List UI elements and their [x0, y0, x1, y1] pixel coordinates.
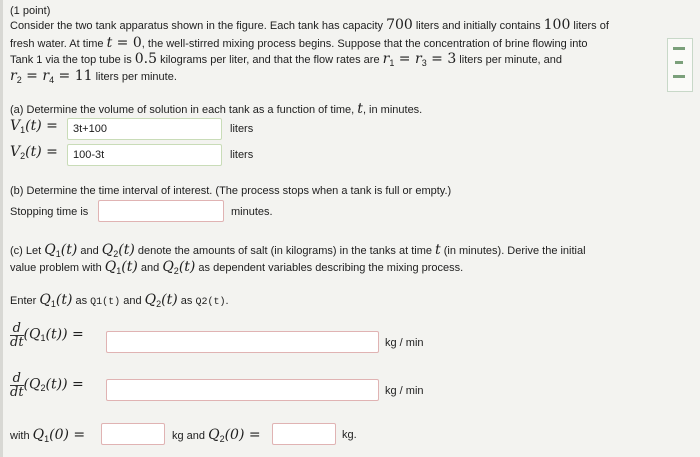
dq1-input[interactable]: [106, 331, 379, 353]
dq1-label: $\frac{d}{dt}$ $(Q_1(t))$ =: [10, 321, 84, 350]
ic-q2-input[interactable]: [272, 423, 336, 445]
left-border: [0, 0, 3, 457]
v2-input[interactable]: 100-3t: [67, 144, 222, 166]
v1-label: $V_1(t)$ =: [10, 118, 58, 135]
v2-unit: liters: [230, 149, 254, 161]
ic-q2-label: kg and $Q_2(0)$ =: [172, 427, 261, 444]
problem-line-3: Tank 1 via the top tube is 0.5 kilograms per liter, and that the flow rates are $r_1 = r_3 = 3$ liters per minute, and: [10, 51, 563, 68]
problem-line-1: Consider the two tank apparatus shown in the figure. Each tank has capacity 700 liters and initially contains 100 liters of: [10, 17, 609, 33]
stopping-time-input[interactable]: [98, 200, 224, 222]
thumbnail-mark: [675, 61, 683, 64]
point-value: (1 point): [10, 5, 51, 17]
ic-kg-unit: kg.: [342, 429, 357, 441]
thumbnail-mark: [673, 47, 685, 50]
part-c-prompt-1: (c) Let $Q_1(t)$ and $Q_2(t)$ denote the amounts of salt (in kilograms) in the tanks at time t (in minutes). Derive the initial: [10, 242, 586, 259]
d-dt-fraction: $\frac{d}{dt}$: [10, 321, 24, 350]
d-dt-fraction: $\frac{d}{dt}$: [10, 371, 24, 400]
ic-q1-input[interactable]: [101, 423, 165, 445]
ic-q1-label: with $Q_1(0)$ =: [10, 427, 86, 444]
dq2-label: $\frac{d}{dt}$ $(Q_2(t))$ =: [10, 371, 84, 400]
v1-input[interactable]: 3t+100: [67, 118, 222, 140]
dq2-input[interactable]: [106, 379, 379, 401]
stopping-time-unit: minutes.: [231, 206, 273, 218]
problem-line-2: fresh water. At time t = 0, the well-stirred mixing process begins. Suppose that the concentration of brine flowing into: [10, 35, 588, 51]
dq2-unit: kg / min: [385, 385, 424, 397]
figure-thumbnail[interactable]: [667, 38, 693, 92]
v1-unit: liters: [230, 123, 254, 135]
entry-instructions: Enter $Q_1(t)$ as Q1(t) and $Q_2(t)$ as Q2(t).: [10, 292, 229, 309]
thumbnail-mark: [673, 75, 685, 78]
part-a-prompt: (a) Determine the volume of solution in each tank as a function of time, t, in minutes.: [10, 101, 423, 117]
dq1-unit: kg / min: [385, 337, 424, 349]
problem-line-4: $r_2 = r_4 = 11$ liters per minute.: [10, 68, 177, 85]
v2-label: $V_2(t)$ =: [10, 144, 58, 161]
stopping-time-label: Stopping time is: [10, 206, 89, 218]
part-c-prompt-2: value problem with $Q_1(t)$ and $Q_2(t)$ as dependent variables describing the mixing process.: [10, 259, 464, 276]
part-b-prompt: (b) Determine the time interval of interest. (The process stops when a tank is full or empty.): [10, 185, 452, 197]
